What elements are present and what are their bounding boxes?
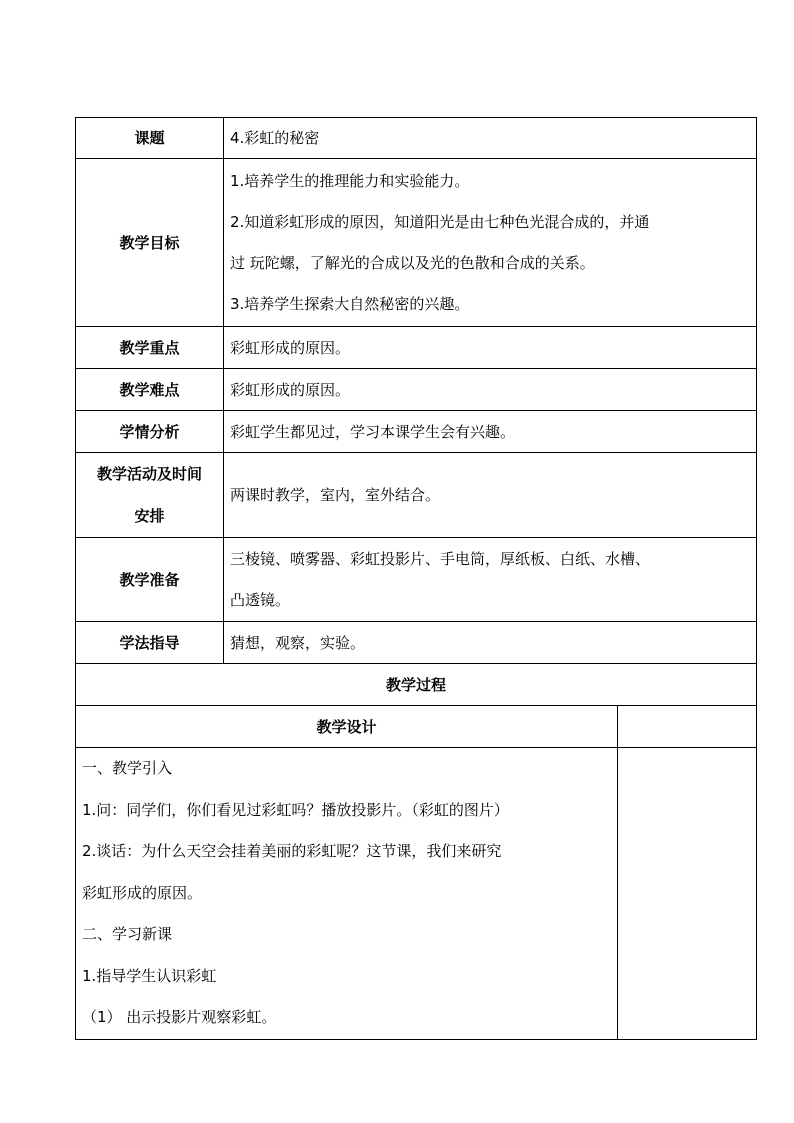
design-content [76,748,618,1040]
method-label: 学法指导 [76,622,224,664]
activities-label-line: 教学活动及时间 [96,465,202,483]
process-header: 教学过程 [76,664,757,706]
objective-item: 3.培养学生探索大自然秘密的兴趣。 [230,294,470,313]
preparation-label: 教学准备 [76,538,224,622]
key-points-value: 彩虹形成的原因。 [224,327,757,369]
activities-label [76,453,224,538]
analysis-label: 学情分析 [76,411,224,453]
design-notes-cell [618,748,757,1040]
objective-item: 1.培养学生的推理能力和实验能力。 [230,171,470,190]
row-method [76,622,757,664]
row-objectives [76,159,757,327]
row-activities [76,453,757,538]
design-line: 二、学习新课 [82,925,173,944]
row-topic [76,118,757,159]
method-value: 猜想，观察，实验。 [224,622,757,664]
row-design-content [76,748,757,1040]
row-analysis [76,411,757,453]
activities-value: 两课时教学，室内，室外结合。 [224,453,757,538]
row-key-points [76,327,757,369]
objectives-value [224,159,757,327]
objectives-label: 教学目标 [76,159,224,327]
preparation-item: 凸透镜。 [230,590,291,609]
design-line: 彩虹形成的原因。 [82,883,203,902]
row-preparation [76,538,757,622]
lesson-plan-table [75,117,757,1040]
row-difficulties [76,369,757,411]
row-process-header [76,664,757,706]
design-line: 2.谈话：为什么天空会挂着美丽的彩虹呢？这节课，我们来研究 [82,842,502,861]
design-header: 教学设计 [76,706,618,748]
key-points-label: 教学重点 [76,327,224,369]
row-design-header [76,706,757,748]
preparation-value [224,538,757,622]
design-line: 1.指导学生认识彩虹 [82,966,217,985]
topic-label: 课题 [76,118,224,159]
difficulties-label: 教学难点 [76,369,224,411]
activities-label-line: 安排 [134,507,165,525]
design-notes-header [618,706,757,748]
design-line: 一、教学引入 [82,759,173,778]
design-line: 1.问：同学们，你们看见过彩虹吗？播放投影片。（彩虹的图片） [82,800,509,819]
objective-item: 过 玩陀螺，了解光的合成以及光的色散和合成的关系。 [230,253,595,272]
topic-value: 4.彩虹的秘密 [224,118,757,159]
objective-item: 2.知道彩虹形成的原因，知道阳光是由七种色光混合成的，并通 [230,212,650,231]
design-line: （1） 出示投影片观察彩虹。 [82,1008,277,1027]
preparation-item: 三棱镜、喷雾器、彩虹投影片、手电筒，厚纸板、白纸、水槽、 [230,549,651,568]
difficulties-value: 彩虹形成的原因。 [224,369,757,411]
analysis-value: 彩虹学生都见过，学习本课学生会有兴趣。 [224,411,757,453]
